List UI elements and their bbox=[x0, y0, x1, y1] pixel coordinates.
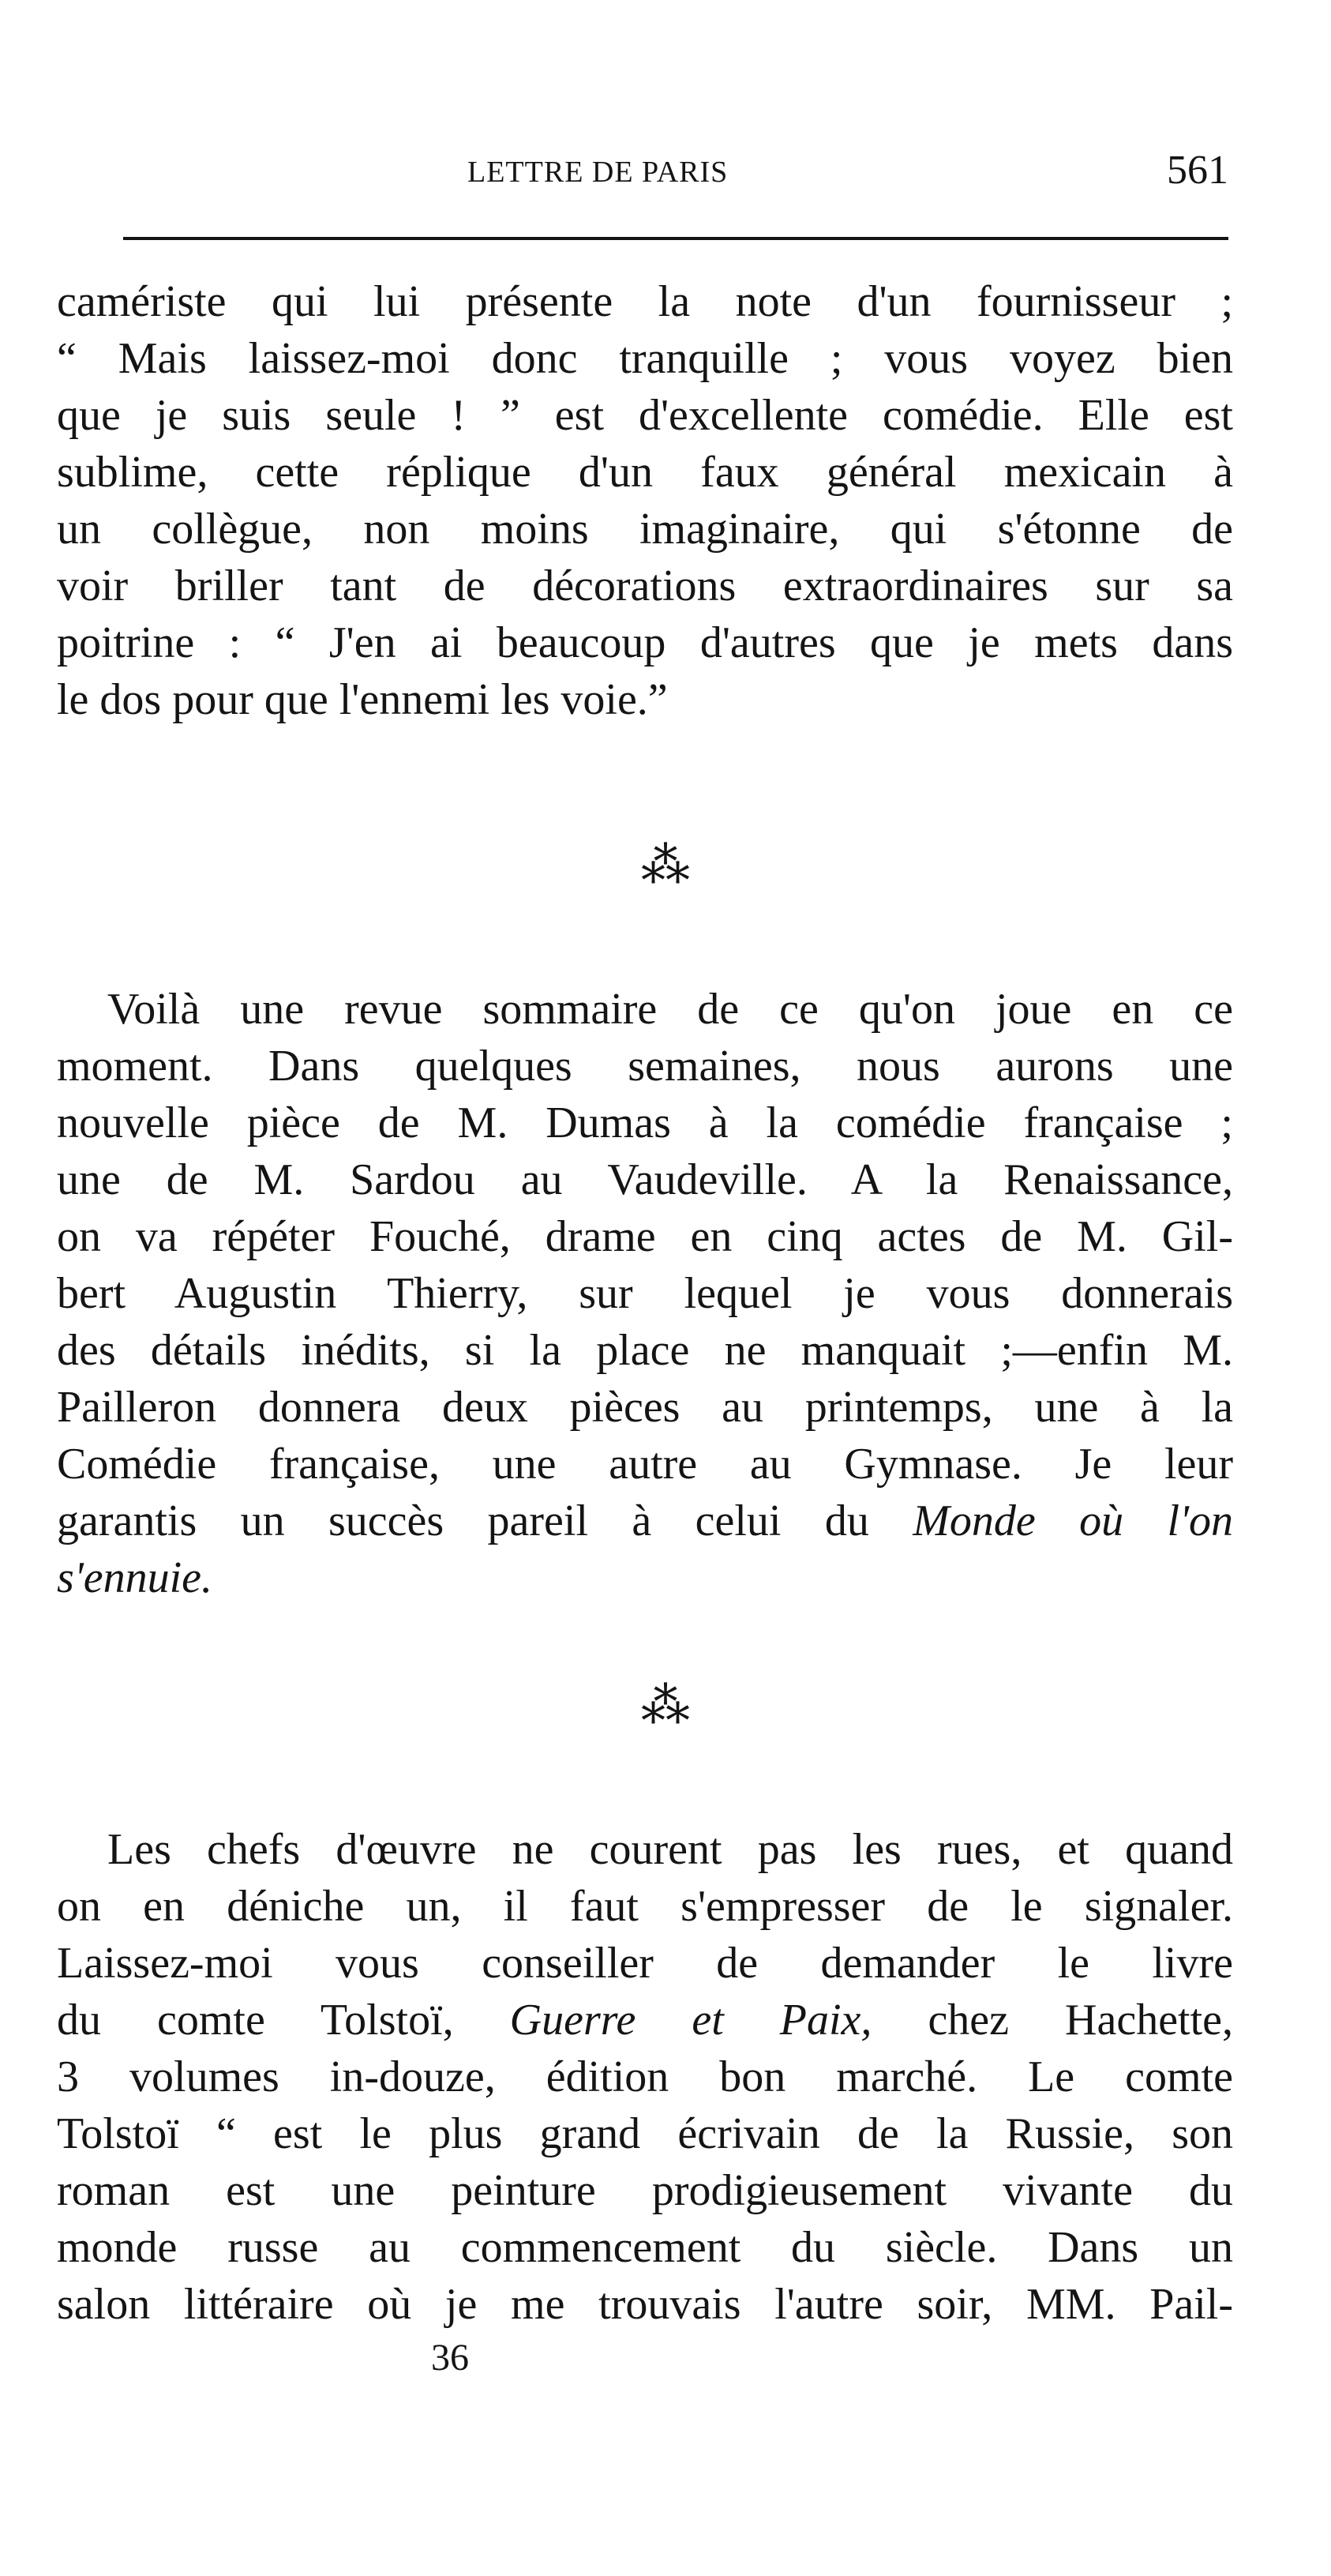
book-title-italic-continuation: s'ennuie. bbox=[57, 1553, 213, 1602]
text-line: le dos pour que l'ennemi les voie.” bbox=[57, 675, 668, 724]
text-line: on en déniche un, il faut s'empresser de le signaler. bbox=[57, 1882, 1233, 1931]
text-line: on va répéter Fouché, drame en cinq actes de M. Gil- bbox=[57, 1212, 1233, 1261]
text-run: garantis un succès pareil à celui du bbox=[57, 1496, 869, 1545]
page-number: 561 bbox=[1167, 148, 1228, 193]
section-separator-asterism: ⁂ bbox=[641, 839, 690, 893]
text-line: que je suis seule ! ” est d'excellente comédie. Elle est bbox=[57, 391, 1233, 440]
text-run: du comte Tolstoï, bbox=[57, 1996, 454, 2045]
text-line: Comédie française, une autre au Gymnase. Je leur bbox=[57, 1440, 1233, 1489]
text-line: monde russe au commencement du siècle. Dans un bbox=[57, 2223, 1233, 2272]
book-title-italic: Guerre et Paix, bbox=[509, 1996, 872, 2045]
text-line: camériste qui lui présente la note d'un fournisseur ; bbox=[57, 277, 1233, 326]
text-line: 3 volumes in-douze, édition bon marché. Le comte bbox=[57, 2052, 1233, 2101]
text-line bbox=[57, 1992, 1233, 2048]
text-line: un collègue, non moins imaginaire, qui s'étonne de bbox=[57, 505, 1233, 554]
text-line: moment. Dans quelques semaines, nous aurons une bbox=[57, 1042, 1233, 1091]
text-line: Tolstoï “ est le plus grand écrivain de la Russie, son bbox=[57, 2109, 1233, 2158]
text-run: chez Hachette, bbox=[928, 1996, 1234, 2045]
section-separator-asterism: ⁂ bbox=[641, 1680, 690, 1733]
text-line: bert Augustin Thierry, sur lequel je vous donnerais bbox=[57, 1269, 1233, 1318]
book-title-italic: Monde où l'on bbox=[913, 1496, 1233, 1545]
text-line: Pailleron donnera deux pièces au printemps, une à la bbox=[57, 1383, 1233, 1432]
text-line: nouvelle pièce de M. Dumas à la comédie française ; bbox=[57, 1098, 1233, 1147]
text-line: salon littéraire où je me trouvais l'autre soir, MM. Pail- bbox=[57, 2280, 1233, 2329]
paragraph-2 bbox=[57, 981, 1233, 1606]
text-line: des détails inédits, si la place ne manquait ;—enfin M. bbox=[57, 1326, 1233, 1375]
text-line: “ Mais laissez-moi donc tranquille ; vous voyez bien bbox=[57, 334, 1233, 383]
printer-signature-mark: 36 bbox=[431, 2337, 469, 2379]
text-line: voir briller tant de décorations extraordinaires sur sa bbox=[57, 561, 1233, 610]
text-line: Les chefs d'œuvre ne courent pas les rues, et quand bbox=[107, 1825, 1233, 1874]
text-line: une de M. Sardou au Vaudeville. A la Renaissance, bbox=[57, 1155, 1233, 1204]
running-header-title: LETTRE DE PARIS bbox=[467, 156, 729, 189]
text-line bbox=[57, 1493, 1233, 1549]
text-line: roman est une peinture prodigieusement vivante du bbox=[57, 2166, 1233, 2215]
text-line: poitrine : “ J'en ai beaucoup d'autres que je mets dans bbox=[57, 618, 1233, 667]
paragraph-3 bbox=[57, 1821, 1233, 2333]
header-rule bbox=[123, 237, 1228, 240]
text-line: sublime, cette réplique d'un faux général mexicain à bbox=[57, 448, 1233, 497]
paragraph-1 bbox=[57, 273, 1233, 728]
text-line: Laissez-moi vous conseiller de demander le livre bbox=[57, 1939, 1233, 1988]
text-line: Voilà une revue sommaire de ce qu'on joue en ce bbox=[107, 985, 1233, 1034]
